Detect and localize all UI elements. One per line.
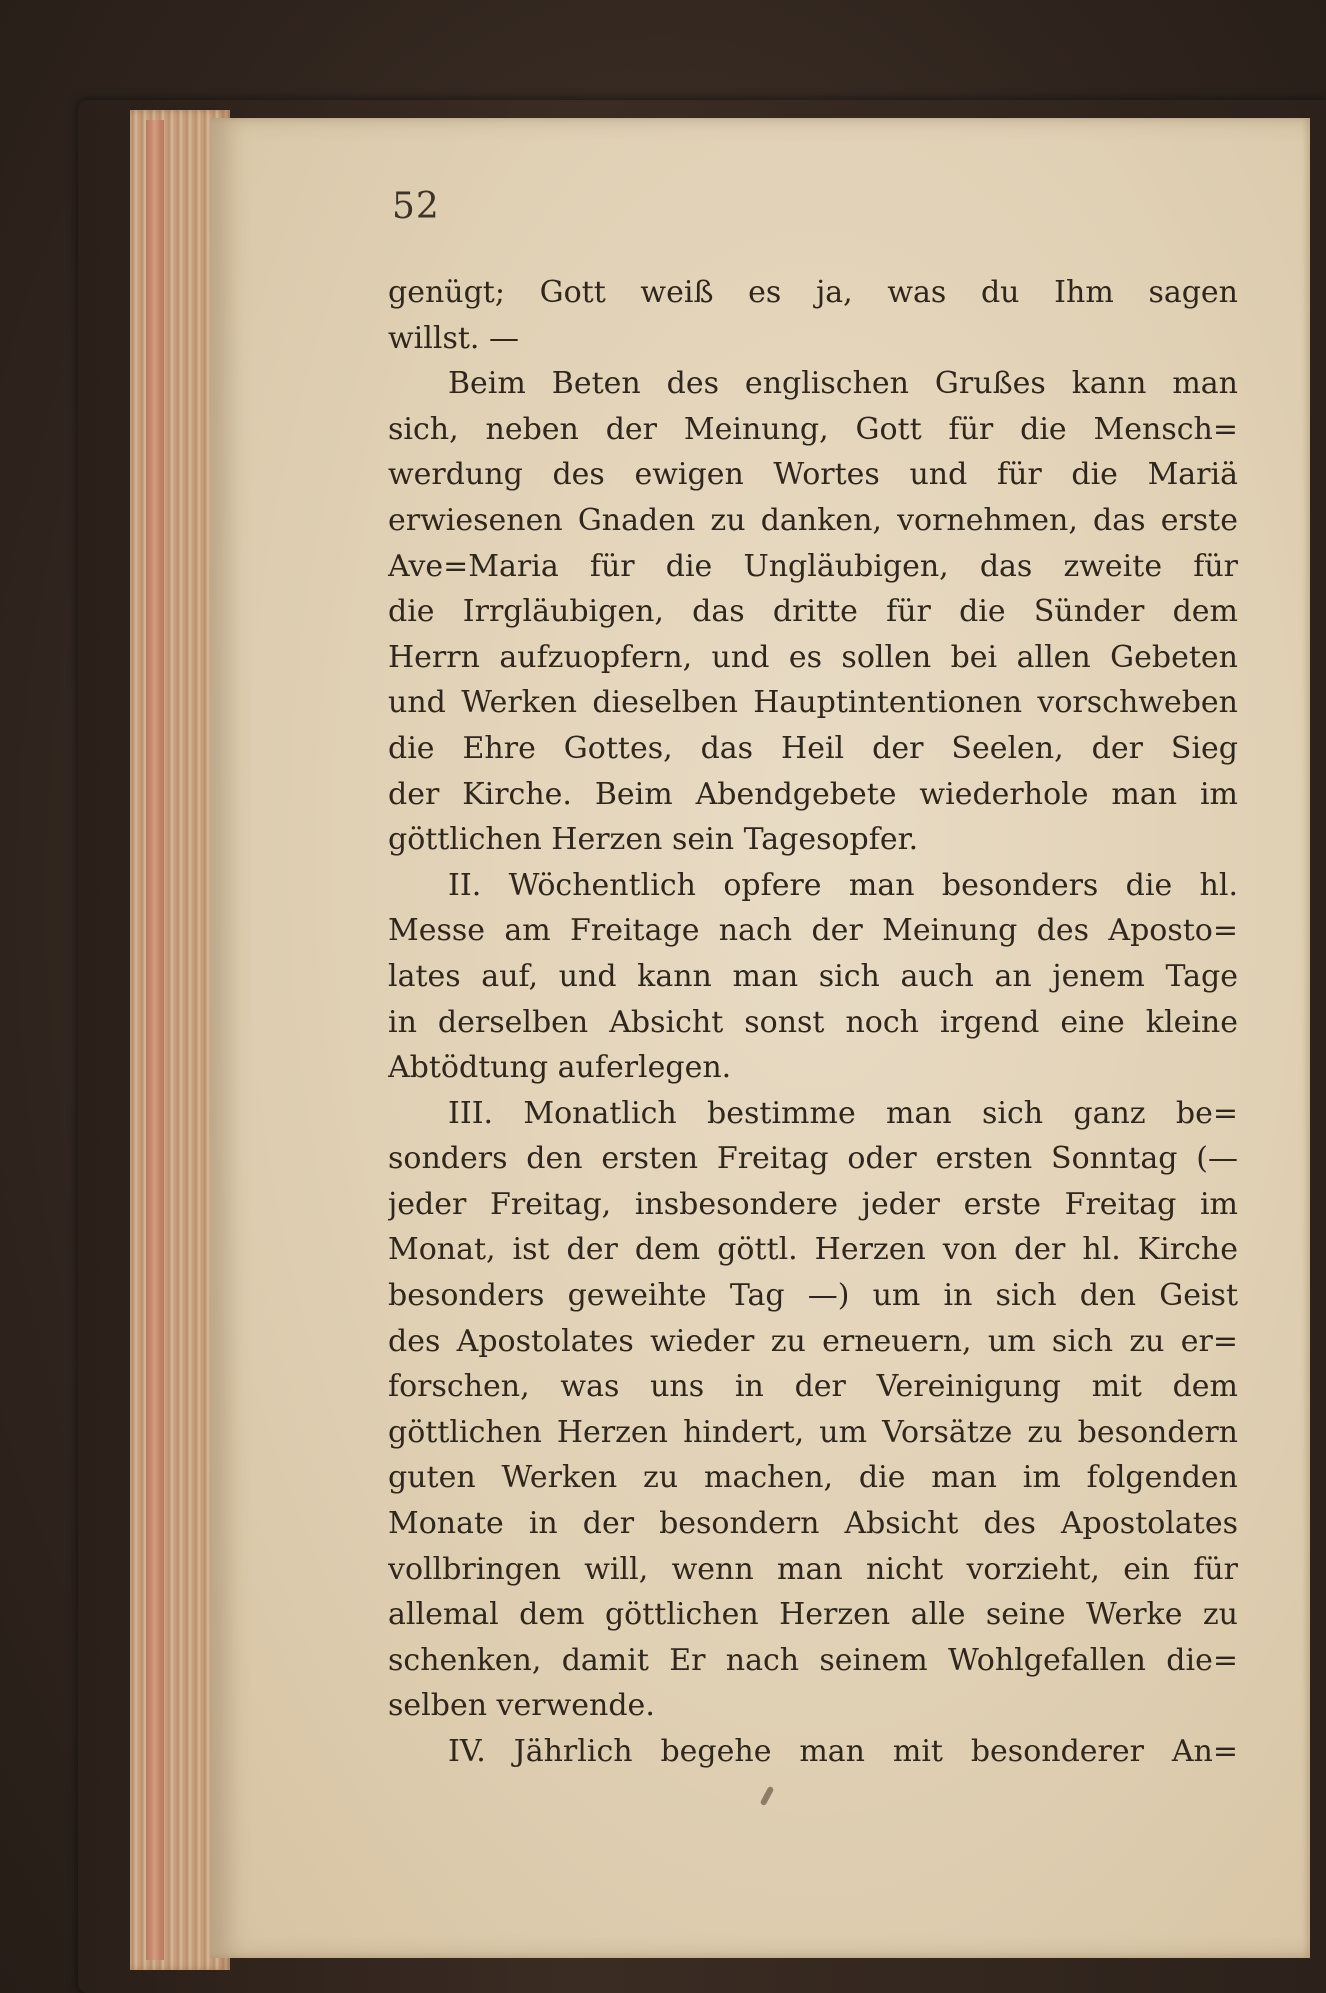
text-line: erwiesenen Gnaden zu danken, vornehmen, das erste [388,502,1238,538]
text-line: werdung des ewigen Wortes und für die Mariä [388,457,1238,493]
page-edge-red-stain [146,120,164,1960]
text-line: III. Monatlich bestimme man sich ganz be= [448,1095,1238,1131]
text-line: Herrn aufzuopfern, und es sollen bei allen Gebeten [388,639,1238,675]
page-text [388,270,1238,1775]
text-line: Abtödtung auferlegen. [388,1050,732,1086]
text-line: genügt; Gott weiß es ja, was du Ihm sagen [388,275,1238,310]
text-line: lates auf, und kann man sich auch an jenem Tage [388,958,1238,994]
text-line: selben verwende. [388,1688,655,1724]
text-line: willst. — [388,320,519,356]
text-line: sich, neben der Meinung, Gott für die Mensch= [388,411,1238,447]
text-line: göttlichen Herzen hindert, um Vorsätze zu besondern [388,1414,1238,1450]
text-line: forschen, was uns in der Vereinigung mit dem [388,1369,1238,1405]
text-line: Messe am Freitage nach der Meinung des Aposto= [388,913,1238,949]
text-line: Monat, ist der dem göttl. Herzen von der hl. Kirche [388,1232,1238,1268]
text-line: Ave=Maria für die Ungläubigen, das zweite für [388,548,1238,584]
text-line: IV. Jährlich begehe man mit besonderer An= [448,1734,1238,1769]
text-line: Beim Beten des englischen Grußes kann man [448,366,1238,402]
text-line: allemal dem göttlichen Herzen alle seine Werke zu [388,1597,1238,1633]
text-line: guten Werken zu machen, die man im folgenden [388,1460,1238,1496]
text-line: die Ehre Gottes, das Heil der Seelen, der Sieg [388,730,1238,766]
page-number: 52 [392,186,440,227]
text-line: sonders den ersten Freitag oder ersten Sonntag (— [388,1141,1238,1177]
text-line: schenken, damit Er nach seinem Wohlgefallen die= [388,1642,1238,1678]
text-line: Monate in der besondern Absicht des Apostolates [388,1506,1238,1542]
text-line: die Irrgläubigen, das dritte für die Sünder dem [388,594,1238,630]
text-line: vollbringen will, wenn man nicht vorzieht, ein für [388,1551,1238,1587]
text-line: und Werken dieselben Hauptintentionen vorschweben [388,685,1238,721]
text-line: des Apostolates wieder zu erneuern, um sich zu er= [388,1323,1238,1359]
text-line: göttlichen Herzen sein Tagesopfer. [388,822,919,858]
text-line: besonders geweihte Tag —) um in sich den Geist [388,1278,1238,1314]
text-line: in derselben Absicht sonst noch irgend eine kleine [388,1004,1238,1040]
text-line: II. Wöchentlich opfere man besonders die hl. [448,867,1238,903]
text-line: jeder Freitag, insbesondere jeder erste Freitag im [388,1186,1238,1222]
text-line: der Kirche. Beim Abendgebete wiederhole man im [388,776,1238,812]
